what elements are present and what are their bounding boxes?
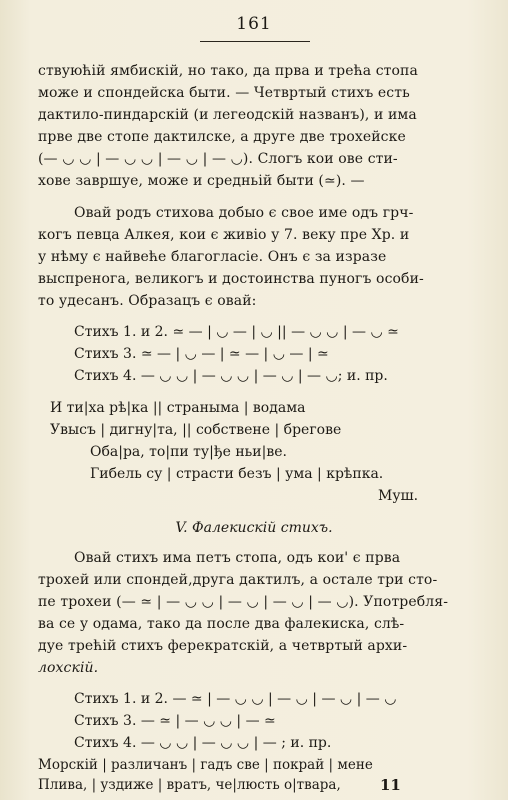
- text-line: Овай родъ стихова добыо є свое име одъ грч-: [74, 205, 414, 221]
- metre-scheme-line: Стихъ 3. — ≃ | — ◡ ◡ | — ≃: [74, 713, 276, 729]
- metre-scheme-line: Стихъ 4. — ◡ ◡ | — ◡ ◡ | — ; и. пр.: [74, 735, 332, 751]
- text-line: ва се у одама, тако да после два фалекиска, слѣ-: [38, 616, 405, 632]
- page-number: 161: [236, 14, 272, 34]
- text-line: пе трохеи (— ≃ | — ◡ ◡ | — ◡ | — ◡ | — ◡). Употребля-: [38, 594, 449, 610]
- text-line: у нѣму є найвеће благогласіе. Онъ є за изразе: [38, 249, 387, 265]
- poem-line: Гибель су | страсти безъ | ума | крѣпка.: [90, 466, 384, 482]
- section-title: V. Фалекискій стихъ.: [175, 520, 333, 536]
- text-line: лохскій.: [38, 660, 99, 676]
- text-line: ствуюћій ямбискій, но тако, да прва и трећа стопа: [38, 63, 418, 79]
- text-line: прве две стопе дактилске, а друге две трохейске: [38, 129, 406, 145]
- poem-line: Оба|ра, то|пи ту|ђе ньи|ве.: [90, 444, 287, 460]
- signature-mark: 11: [380, 776, 401, 794]
- poem-line: Плива, | уздиже | вратъ, че|люсть о|твара,: [38, 777, 341, 793]
- poem-author: Муш.: [378, 488, 419, 504]
- text-line: трохей или спондей,друга дактилъ, а остале три сто-: [38, 572, 438, 588]
- metre-scheme-line: Стихъ 4. — ◡ ◡ | — ◡ ◡ | — ◡ | — ◡; и. пр.: [74, 368, 388, 384]
- poem-line: Морскій | различанъ | гадъ све | покрай | мене: [38, 757, 373, 773]
- text-line: дактило-пиндарскій (и легеодскій названъ), и има: [38, 107, 417, 123]
- header-rule: [200, 41, 310, 42]
- text-line: (— ◡ ◡ | — ◡ ◡ | — ◡ | — ◡). Слогъ кои ове сти-: [38, 151, 398, 167]
- text-line: когъ певца Алкея, кои є живіо у 7. веку пре Хр. и: [38, 227, 410, 243]
- text-line: дуе трећій стихъ ферекратскій, а четвртый архи-: [38, 638, 408, 654]
- text-line: може и спондейска быти. — Четвртый стихъ есть: [38, 85, 410, 101]
- text-line: Овай стихъ има петъ стопа, одъ кои' є прва: [74, 550, 401, 566]
- text-line: хове завршуе, може и средньій быти (≃). —: [38, 173, 365, 189]
- poem-line: И ти|ха рѣ|ка || страныма | водама: [50, 400, 306, 416]
- text-line: выспреногa, великогъ и достоинства пуногъ особи-: [38, 271, 424, 287]
- text-line: то удесанъ. Образацъ є овай:: [38, 293, 257, 309]
- metre-scheme-line: Стихъ 3. ≃ — | ◡ — | ≃ — | ◡ — | ≃: [74, 346, 329, 362]
- metre-scheme-line: Стихъ 1. и 2. — ≃ | — ◡ ◡ | — ◡ | — ◡ | — ◡: [74, 691, 397, 707]
- metre-scheme-line: Стихъ 1. и 2. ≃ — | ◡ — | ◡ || — ◡ ◡ | — ◡ ≃: [74, 324, 399, 340]
- poem-line: Увысъ | дигну|та, || собствене | брегове: [50, 422, 342, 438]
